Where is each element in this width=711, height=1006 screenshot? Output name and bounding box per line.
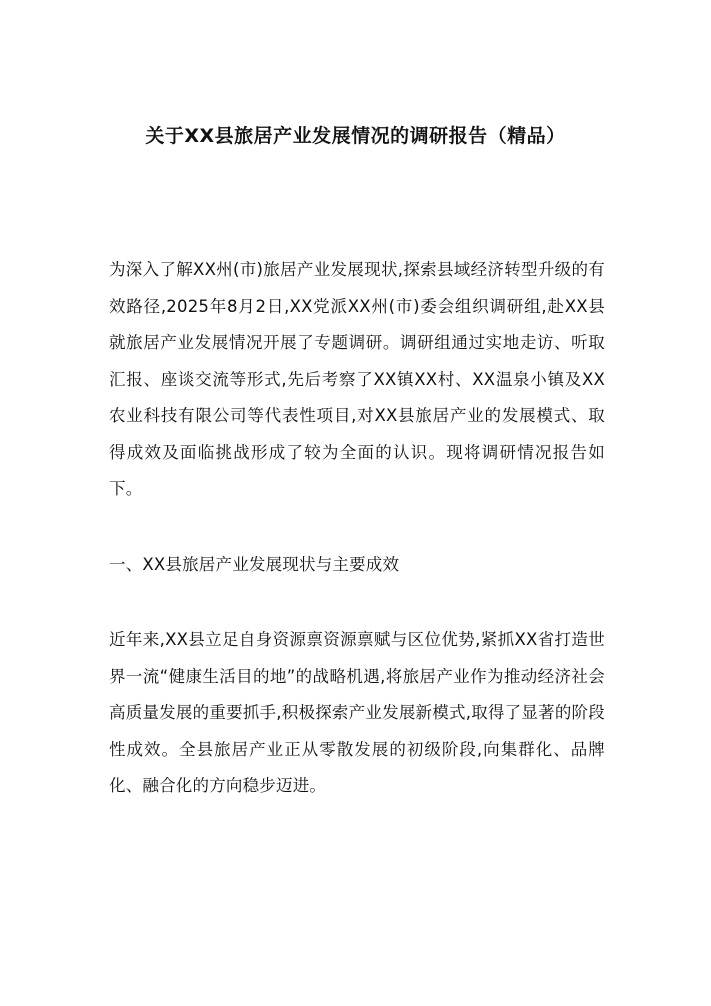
intro-paragraph: 为深入了解XX州(市)旅居产业发展现状,探索县域经济转型升级的有效路径,2025年8月2日,XX党派XX州(市)委会组织调研组,赴XX县就旅居产业发展情况开展了专题调研。调研组通过实地走访、听取汇报、座谈交流等形式,先后考察了XX镇XX村、XX温泉小镇及XX农业科技有限公司等代表性项目,对XX县旅居产业的发展模式、取得成效及面临挑战形成了较为全面的认识。现将调研情况报告如下。 bbox=[109, 260, 605, 498]
document-title: 关于XX县旅居产业发展情况的调研报告（精品） bbox=[145, 125, 566, 147]
body-paragraph: 近年来,XX县立足自身资源禀资源禀赋与区位优势,紧抓XX省打造世界一流“健康生活目的地”的战略机遇,将旅居产业作为推动经济社会高质量发展的重要抓手,积极探索产业发展新模式,取得了显著的阶段性成效。全县旅居产业正从零散发展的初级阶段,向集群化、品牌化、融合化的方向稳步迈进。 bbox=[109, 630, 605, 795]
section-heading: 一、XX县旅居产业发展现状与主要成效 bbox=[109, 555, 400, 574]
